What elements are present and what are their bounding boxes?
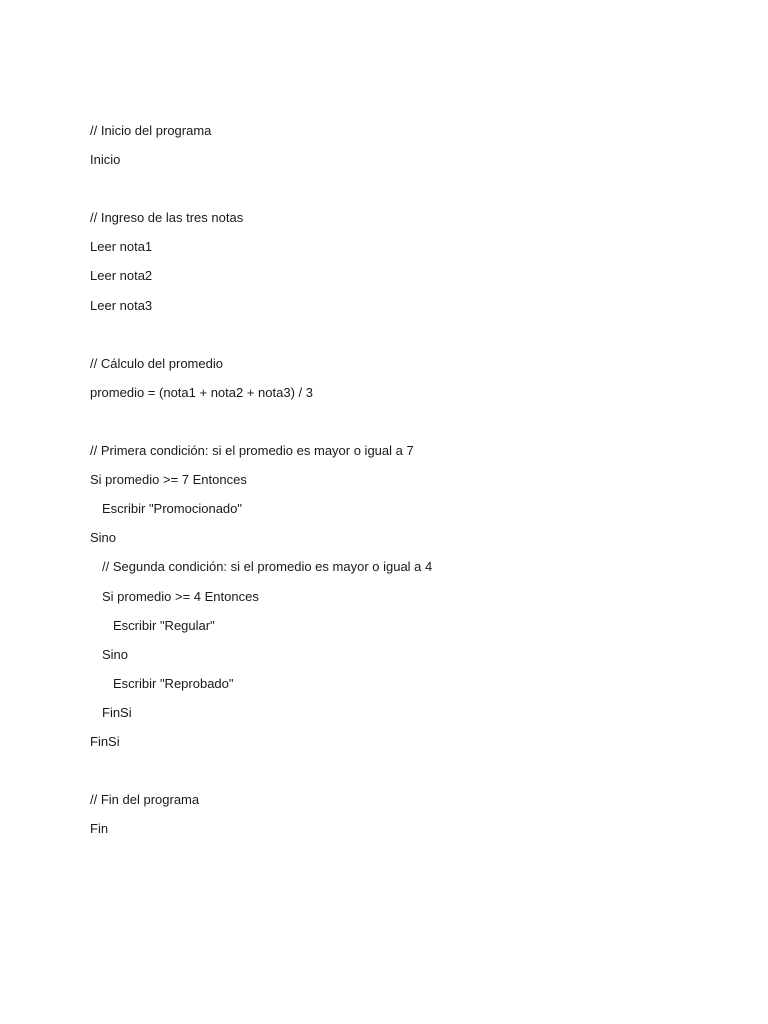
text-line: Leer nota2 [90,268,153,284]
text-line: // Segunda condición: si el promedio es mayor o igual a 4 [102,559,433,575]
text-line: Si promedio >= 7 Entonces [90,472,247,488]
pseudocode-body [90,121,690,848]
blank-line [90,412,690,441]
text-line: Inicio [90,152,121,168]
blank-line [90,325,690,354]
text-line: // Fin del programa [90,792,200,808]
text-line: Leer nota3 [90,297,153,313]
text-line: Fin [90,821,109,837]
text-line: Escribir "Regular" [113,617,215,633]
text-line: Escribir "Reprobado" [113,675,234,691]
text-line: FinSi [90,733,120,749]
text-line: FinSi [102,704,132,720]
text-line: Sino [90,530,117,546]
text-line: // Cálculo del promedio [90,355,223,371]
blank-line [90,179,690,208]
text-line: Sino [102,646,129,662]
text-line: Si promedio >= 4 Entonces [102,588,259,604]
text-line: // Inicio del programa [90,123,212,138]
blank-line [90,761,690,790]
text-line: // Ingreso de las tres notas [90,210,244,226]
text-line: promedio = (nota1 + nota2 + nota3) / 3 [90,384,313,400]
text-line: Escribir "Promocionado" [102,501,243,517]
text-line: // Primera condición: si el promedio es mayor o igual a 7 [90,443,414,459]
text-line: Leer nota1 [90,239,153,255]
